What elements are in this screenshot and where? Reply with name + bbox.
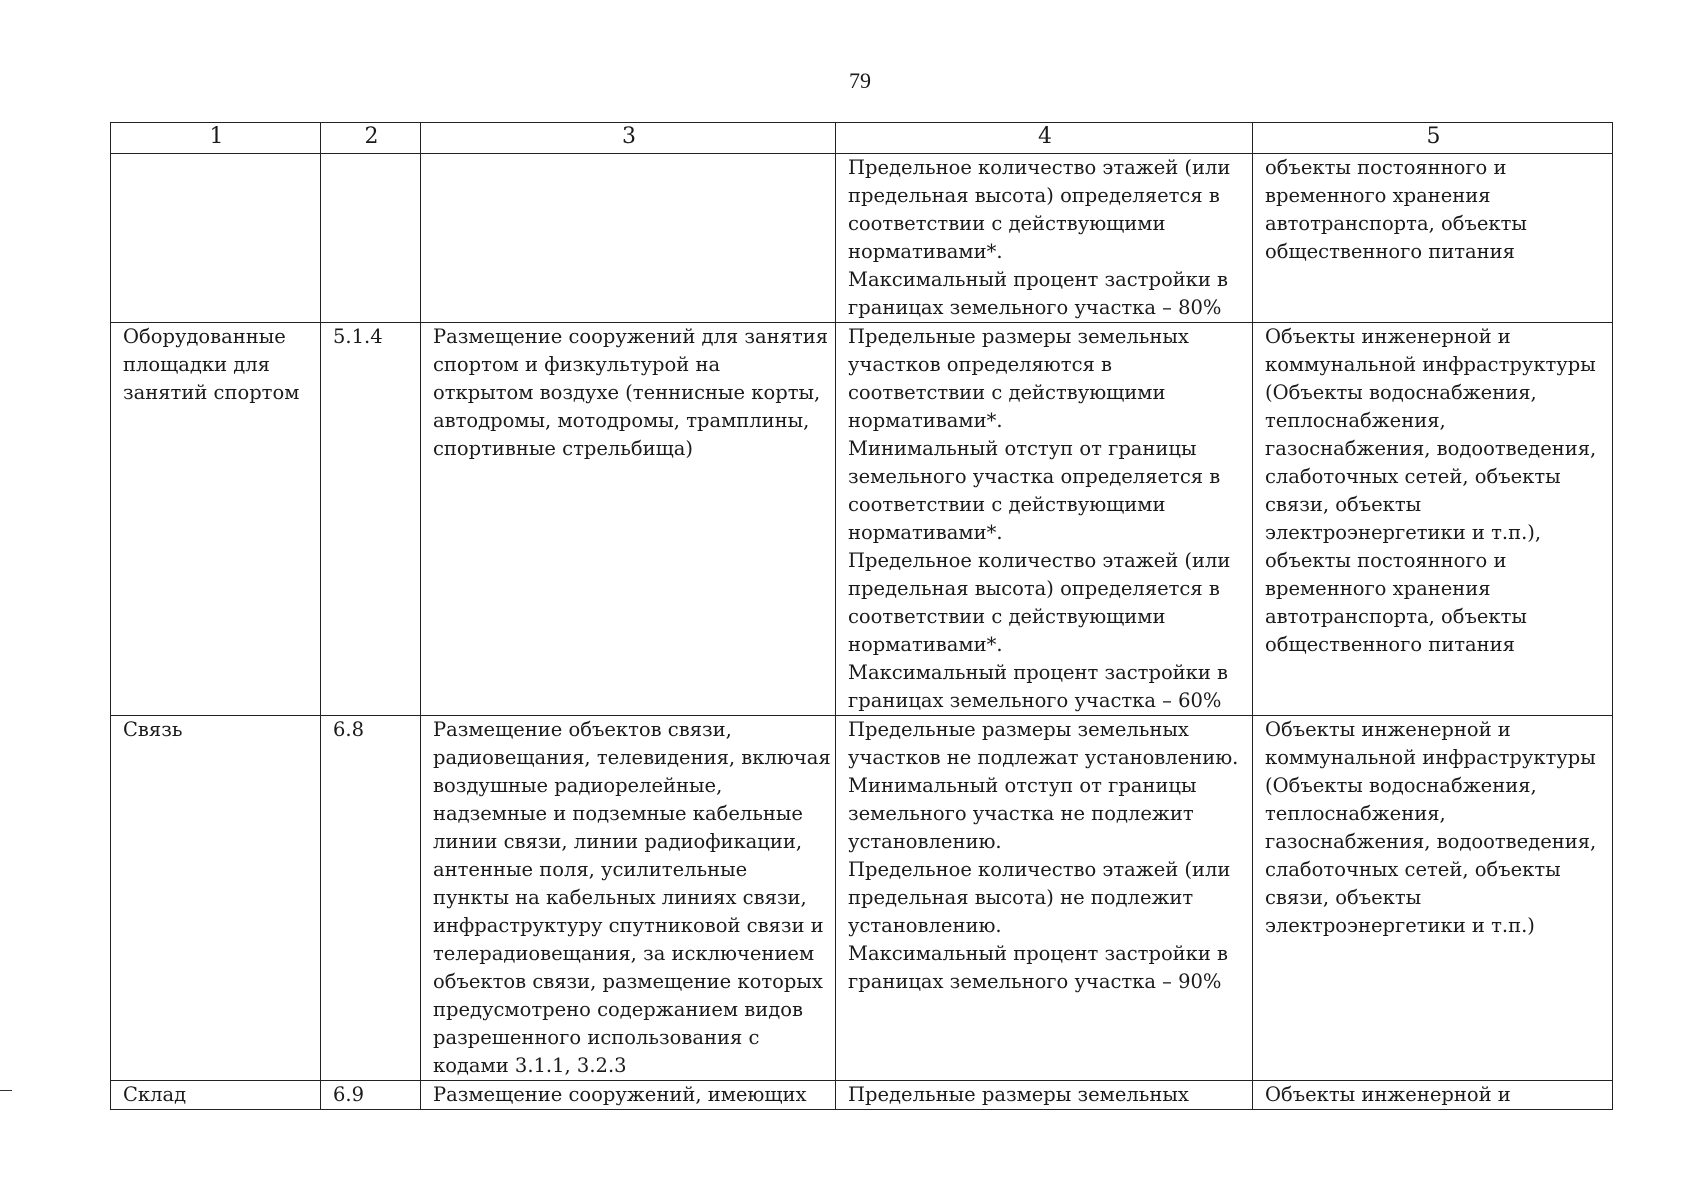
regulations-table <box>110 122 1613 1110</box>
text-line: границах земельного участка – 80% <box>848 296 1222 319</box>
cell-description <box>421 1081 836 1110</box>
text-line: соответствии с действующими <box>848 381 1166 404</box>
text-line: Оборудованные <box>123 325 286 348</box>
cell-description <box>421 154 836 323</box>
text-line: предельная высота) не подлежит <box>848 886 1194 909</box>
text-line: разрешенного использования с <box>433 1026 760 1049</box>
table-row <box>111 1081 1613 1110</box>
cell-name <box>111 1081 321 1110</box>
text-line: Склад <box>123 1083 187 1106</box>
table-header-row <box>111 123 1613 154</box>
text-line: автотранспорта, объекты <box>1265 605 1527 628</box>
text-line: теплоснабжения, <box>1265 802 1446 825</box>
text-line: Максимальный процент застройки в <box>848 661 1229 684</box>
text-line: нормативами*. <box>848 633 1003 656</box>
text-line: Предельное количество этажей (или <box>848 858 1231 881</box>
text-line: воздушные радиорелейные, <box>433 774 723 797</box>
text-line: границах земельного участка – 90% <box>848 970 1222 993</box>
text-line: автотранспорта, объекты <box>1265 212 1527 235</box>
header-col-1: 1 <box>111 123 321 154</box>
text-line: электроэнергетики и т.п.) <box>1265 914 1535 937</box>
text-line: Объекты инженерной и <box>1265 325 1511 348</box>
cell-name <box>111 716 321 1081</box>
text-line: объекты постоянного и <box>1265 156 1507 179</box>
table-row <box>111 154 1613 323</box>
text-line: установлению. <box>848 914 1002 937</box>
cell-name <box>111 154 321 323</box>
text-line: объектов связи, размещение которых <box>433 970 823 993</box>
text-line: нормативами*. <box>848 240 1003 263</box>
cell-parameters <box>836 154 1253 323</box>
text-line: участков определяются в <box>848 353 1112 376</box>
text-line: нормативами*. <box>848 521 1003 544</box>
text-line: связи, объекты <box>1265 886 1422 909</box>
cell-code <box>321 154 421 323</box>
text-line: временного хранения <box>1265 184 1491 207</box>
text-line: предусмотрено содержанием видов <box>433 998 803 1021</box>
text-line: (Объекты водоснабжения, <box>1265 381 1537 404</box>
text-line: спортивные стрельбища) <box>433 437 693 460</box>
table-row <box>111 716 1613 1081</box>
text-line: радиовещания, телевидения, включая <box>433 746 831 769</box>
text-line: электроэнергетики и т.п.), <box>1265 521 1542 544</box>
text-line: Размещение сооружений, имеющих <box>433 1083 807 1106</box>
text-line: газоснабжения, водоотведения, <box>1265 437 1597 460</box>
text-line: предельная высота) определяется в <box>848 577 1220 600</box>
margin-tick-mark <box>0 1090 12 1091</box>
text-line: Объекты инженерной и <box>1265 718 1511 741</box>
text-line: занятий спортом <box>123 381 300 404</box>
text-line: Объекты инженерной и <box>1265 1083 1511 1106</box>
text-line: Максимальный процент застройки в <box>848 268 1229 291</box>
cell-code: 6.9 <box>321 1081 421 1110</box>
text-line: Предельные размеры земельных <box>848 1083 1189 1106</box>
text-line: площадки для <box>123 353 270 376</box>
text-line: Минимальный отступ от границы <box>848 774 1197 797</box>
text-line: Связь <box>123 718 183 741</box>
cell-description <box>421 716 836 1081</box>
text-line: нормативами*. <box>848 409 1003 432</box>
text-line: соответствии с действующими <box>848 493 1166 516</box>
header-col-4: 4 <box>836 123 1253 154</box>
cell-name <box>111 323 321 716</box>
cell-objects <box>1253 154 1613 323</box>
text-line: предельная высота) определяется в <box>848 184 1220 207</box>
text-line: антенные поля, усилительные <box>433 858 748 881</box>
text-line: общественного питания <box>1265 633 1515 656</box>
text-line: открытом воздухе (теннисные корты, <box>433 381 821 404</box>
text-line: газоснабжения, водоотведения, <box>1265 830 1597 853</box>
text-line: связи, объекты <box>1265 493 1422 516</box>
text-line: надземные и подземные кабельные <box>433 802 803 825</box>
text-line: слаботочных сетей, объекты <box>1265 465 1561 488</box>
text-line: автодромы, мотодромы, трамплины, <box>433 409 810 432</box>
text-line: коммунальной инфраструктуры <box>1265 353 1596 376</box>
cell-objects <box>1253 1081 1613 1110</box>
text-line: инфраструктуру спутниковой связи и <box>433 914 824 937</box>
text-line: телерадиовещания, за исключением <box>433 942 815 965</box>
cell-code: 6.8 <box>321 716 421 1081</box>
cell-objects <box>1253 323 1613 716</box>
cell-code: 5.1.4 <box>321 323 421 716</box>
text-line: объекты постоянного и <box>1265 549 1507 572</box>
cell-parameters <box>836 716 1253 1081</box>
text-line: Предельные размеры земельных <box>848 325 1189 348</box>
text-line: Размещение сооружений для занятия <box>433 325 829 348</box>
text-line: теплоснабжения, <box>1265 409 1446 432</box>
text-line: коммунальной инфраструктуры <box>1265 746 1596 769</box>
text-line: кодами 3.1.1, 3.2.3 <box>433 1054 627 1077</box>
text-line: границах земельного участка – 60% <box>848 689 1222 712</box>
cell-parameters <box>836 1081 1253 1110</box>
table-row <box>111 323 1613 716</box>
header-col-5: 5 <box>1253 123 1613 154</box>
text-line: временного хранения <box>1265 577 1491 600</box>
text-line: участков не подлежат установлению. <box>848 746 1239 769</box>
text-line: Максимальный процент застройки в <box>848 942 1229 965</box>
text-line: спортом и физкультурой на <box>433 353 721 376</box>
text-line: общественного питания <box>1265 240 1515 263</box>
text-line: слаботочных сетей, объекты <box>1265 858 1561 881</box>
text-line: установлению. <box>848 830 1002 853</box>
page-number: 79 <box>849 68 871 93</box>
text-line: соответствии с действующими <box>848 605 1166 628</box>
text-line: Минимальный отступ от границы <box>848 437 1197 460</box>
text-line: Предельные размеры земельных <box>848 718 1189 741</box>
text-line: земельного участка определяется в <box>848 465 1221 488</box>
text-line: (Объекты водоснабжения, <box>1265 774 1537 797</box>
cell-description <box>421 323 836 716</box>
cell-objects <box>1253 716 1613 1081</box>
header-col-3: 3 <box>421 123 836 154</box>
text-line: соответствии с действующими <box>848 212 1166 235</box>
text-line: Предельное количество этажей (или <box>848 549 1231 572</box>
header-col-2: 2 <box>321 123 421 154</box>
text-line: Предельное количество этажей (или <box>848 156 1231 179</box>
cell-parameters <box>836 323 1253 716</box>
text-line: линии связи, линии радиофикации, <box>433 830 803 853</box>
text-line: пункты на кабельных линиях связи, <box>433 886 807 909</box>
text-line: земельного участка не подлежит <box>848 802 1194 825</box>
text-line: Размещение объектов связи, <box>433 718 732 741</box>
